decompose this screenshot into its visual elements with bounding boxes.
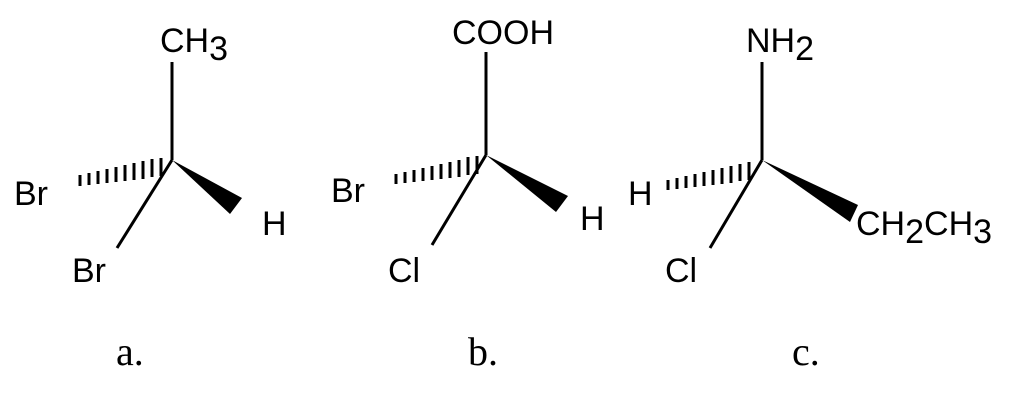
wedge-bond-c [762,160,858,222]
group-top-c: NH2 [746,22,815,68]
hash-bond-c [668,162,749,190]
group-hashed-a: Br [14,175,48,213]
group-bottom-b: Cl [388,252,421,290]
group-hashed-c: H [628,175,653,213]
wedge-bond-a [172,160,242,214]
group-top-b: COOH [452,14,554,52]
group-wedge-c: CH2CH3 [856,205,993,251]
wedge-bond-b [486,155,568,212]
group-bottom-a: Br [72,252,106,290]
hash-bond-b [396,156,477,184]
bond-down-c [710,160,762,248]
group-wedge-b: H [580,200,605,238]
molecule-c [628,22,992,374]
caption-b: b. [468,329,498,374]
group-wedge-a: H [262,205,287,243]
caption-a: a. [116,329,144,374]
group-bottom-c: Cl [665,252,698,290]
caption-c: c. [792,329,820,374]
molecule-a [14,22,287,374]
hash-bond-a [80,158,161,186]
molecule-b [331,14,605,374]
group-hashed-b: Br [331,172,365,210]
group-top-a: CH3 [160,22,229,68]
